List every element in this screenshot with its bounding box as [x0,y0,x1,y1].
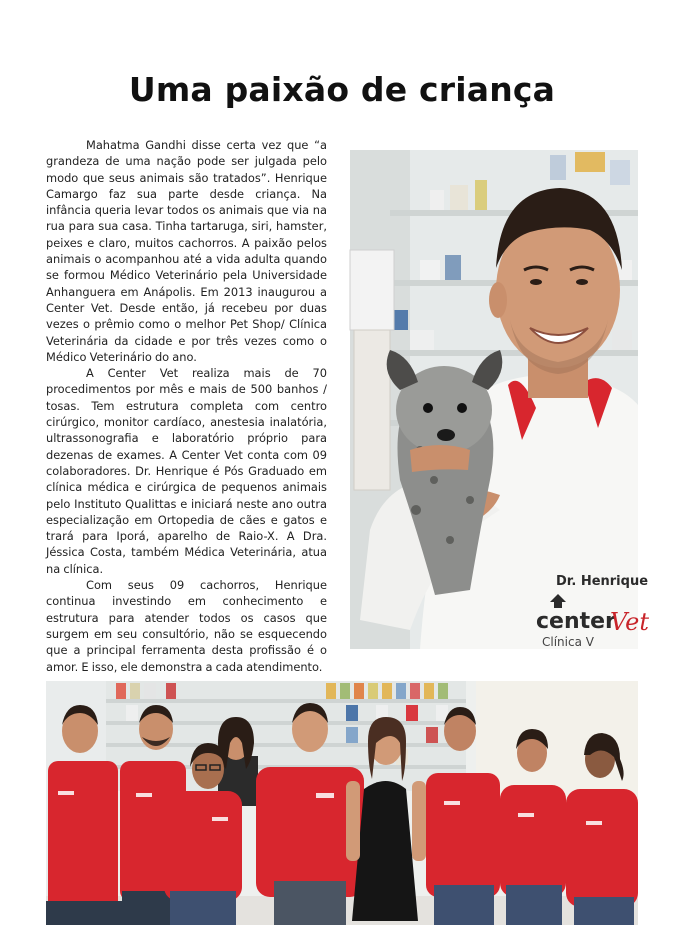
logo-sub-text: Clínica V [542,635,594,649]
team-photo [46,681,638,925]
article-body [46,137,327,675]
portrait-illustration [350,150,649,649]
team-illustration [46,681,638,925]
article-paragraph: A Center Vet realiza mais de 70 procedimentos por mês e mais de 500 banhos / tosas. Tem estrutura completa com centro cirúrgico, monitor cardíaco, anestesia inalatória, ultrassonografia e laboratório próprio para dezenas de exames. A Center Vet conta com 09 colaboradores. Dr. Henrique é Pós Graduado em clínica médica e cirúrgica de pequenos animais pelo Instituto Qualittas e iniciará neste ano outra especialização em Ortopedia de cães e gatos e trará para Iporá, aparelho de Raio-X. A Dra. Jéssica Costa, também Médica Veterinária, atua na clínica. [46,366,327,576]
page-title: Uma paixão de criança [128,70,556,110]
logo-vet-text: Vet [610,608,649,636]
article-paragraph: Mahatma Gandhi disse certa vez que “a grandeza de uma nação pode ser julgada pelo modo que seus animais são tratados”. Henrique Camargo faz sua parte desde criança. Na infância queria levar todos os animais que via na rua para sua casa. Tinha tartaruga, siri, hamster, peixes e claro, muitos cachorros. A paixão pelos animais o acompanhou até a vida adulta quando se formou Médico Veterinário pela Universidade Anhanguera em Anápolis. Em 2013 inaugurou a Center Vet. Desde então, já recebeu por duas vezes o prêmio como o melhor Pet Shop/ Clínica Veterinária da cidade e por três vezes como o Médico Veterinário do ano. [46,138,327,364]
portrait-photo [350,150,649,649]
coat-name: Dr. Henrique [556,574,649,589]
logo-center-text: center [536,609,616,634]
article-paragraph: Com seus 09 cachorros, Henrique continua investindo em conhecimento e estrutura para atender todos os casos que surgem em seu consultório, não se esquecendo que a principal ferramenta desta profissão é o amor. E isso, ele demonstra a cada atendimento. [46,578,327,674]
